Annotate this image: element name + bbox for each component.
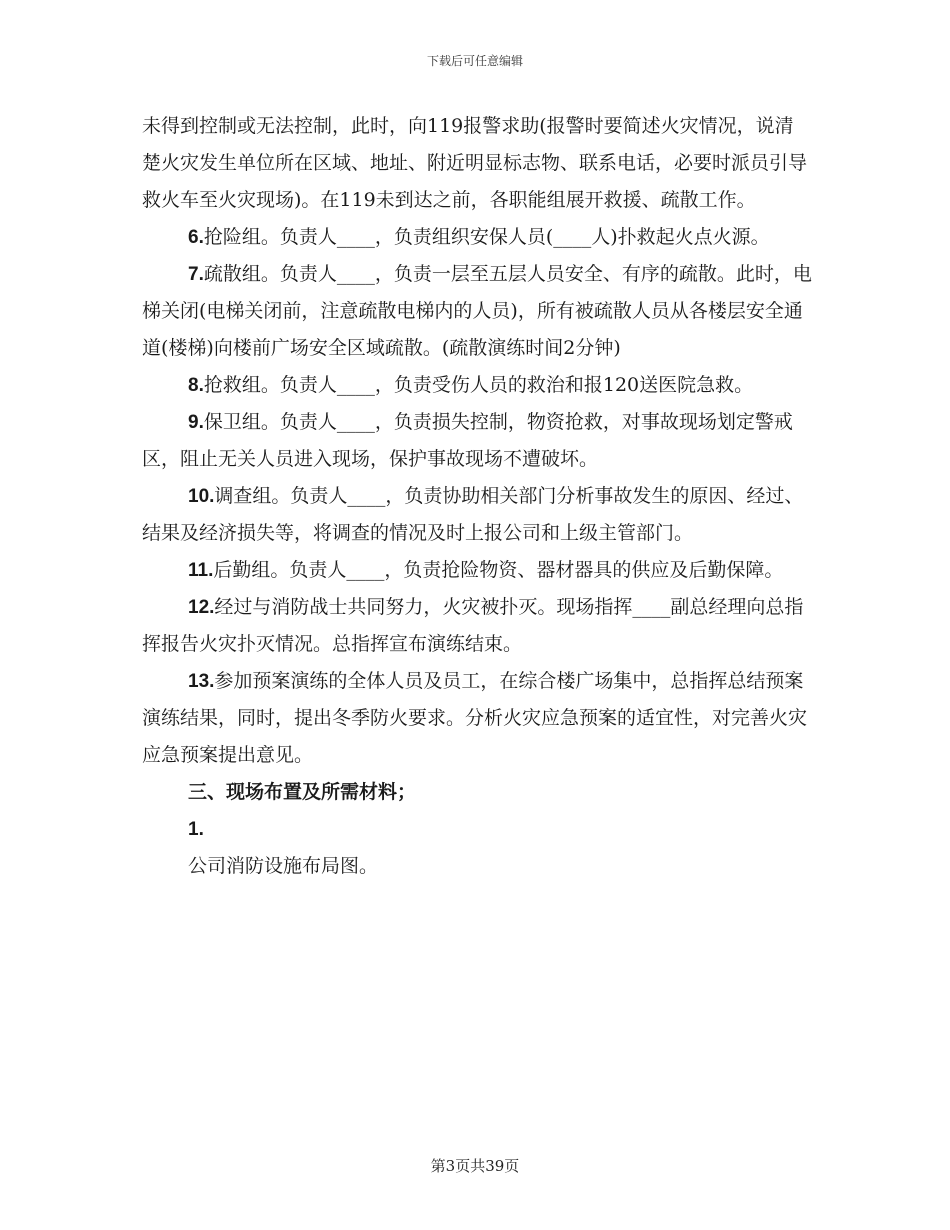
item-number: 11.	[188, 560, 214, 581]
paragraph: 公司消防设施布局图。	[188, 855, 379, 877]
list-item	[142, 256, 812, 367]
item-number: 10.	[188, 486, 215, 507]
list-item	[142, 589, 812, 663]
item-text: 疏散组。负责人____，负责一层至五层人员安全、有序的疏散。此时，电梯关闭(电梯关闭前，注意疏散电梯内的人员)，所有被疏散人员从各楼层安全通道(楼梯)向楼前广场安全区域疏散。(疏散演练时间2分钟)	[142, 263, 812, 359]
item-text: 抢险组。负责人____，负责组织安保人员(____人)扑救起火点火源。	[203, 226, 770, 248]
item-number: 6.	[188, 227, 204, 248]
item-text: 参加预案演练的全体人员及员工，在综合楼广场集中，总指挥总结预案演练结果，同时，提出冬季防火要求。分析火灾应急预案的适宜性，对完善火灾应急预案提出意见。	[142, 670, 808, 766]
list-item	[142, 663, 812, 774]
paragraph: 未得到控制或无法控制，此时，向119报警求助(报警时要简述火灾情况，说清楚火灾发生单位所在区域、地址、附近明显标志物、联系电话，必要时派员引导救火车至火灾现场)。在119未到达之前，各职能组展开救援、疏散工作。	[142, 115, 808, 211]
item-text: 后勤组。负责人____，负责抢险物资、器材器具的供应及后勤保障。	[213, 559, 784, 581]
item-number: 1.	[188, 819, 204, 840]
item-text: 调查组。负责人____，负责协助相关部门分析事故发生的原因、经过、结果及经济损失等，将调查的情况及时上报公司和上级主管部门。	[142, 485, 804, 544]
item-text: 抢救组。负责人____，负责受伤人员的救治和报120送医院急救。	[203, 374, 754, 396]
list-item	[142, 478, 812, 552]
item-number: 12.	[188, 597, 215, 618]
document-body	[142, 108, 812, 885]
page-header: 下载后可任意编辑	[426, 54, 523, 68]
item-text: 经过与消防战士共同努力，火灾被扑灭。现场指挥____副总经理向总指挥报告火灾扑灭情况。总指挥宣布演练结束。	[142, 596, 804, 655]
section-heading: 三、现场布置及所需材料；	[188, 781, 417, 803]
list-item	[142, 367, 812, 404]
list-item	[142, 219, 812, 256]
item-number: 7.	[188, 264, 204, 285]
item-text: 保卫组。负责人____，负责损失控制，物资抢救，对事故现场划定警戒区，阻止无关人员进入现场，保护事故现场不遭破坏。	[142, 411, 793, 470]
item-number: 13.	[188, 671, 215, 692]
list-item	[142, 404, 812, 478]
page-footer: 第3页共39页	[430, 1157, 520, 1175]
item-number: 9.	[188, 412, 204, 433]
item-number: 8.	[188, 375, 204, 396]
list-item	[142, 552, 812, 589]
